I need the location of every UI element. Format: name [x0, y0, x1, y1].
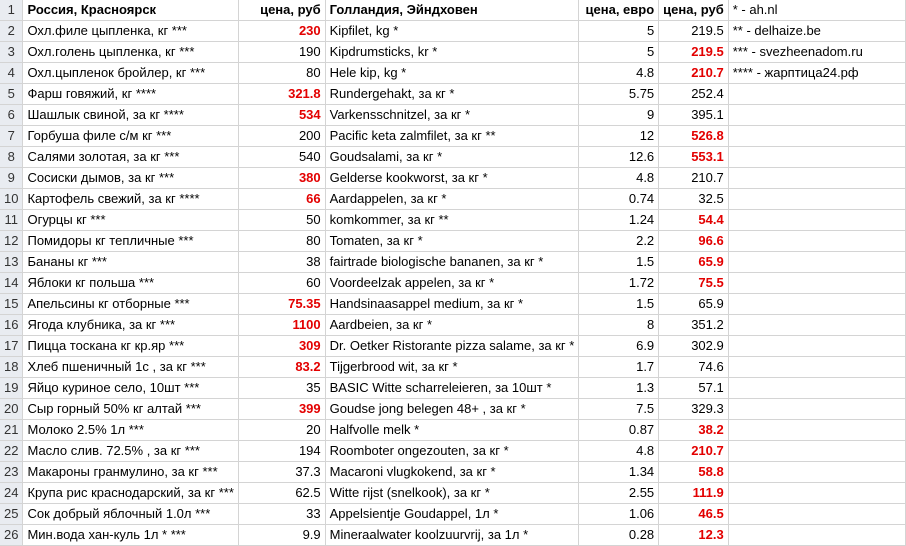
cell-ru-price[interactable]: 62.5 [238, 483, 325, 504]
cell-eur-price[interactable]: 2.2 [579, 231, 659, 252]
cell-nl-rub-price[interactable]: 38.2 [659, 420, 729, 441]
cell-ru-item[interactable]: Салями золотая, за кг *** [23, 147, 238, 168]
cell-nl-rub-price[interactable]: 210.7 [659, 441, 729, 462]
row-number[interactable]: 23 [0, 462, 23, 483]
cell-source-note[interactable]: **** - жарптица24.рф [728, 63, 905, 84]
cell-nl-item[interactable]: Tomaten, за кг * [325, 231, 579, 252]
cell-ru-price[interactable]: 540 [238, 147, 325, 168]
cell-ru-item[interactable]: Горбуша филе с/м кг *** [23, 126, 238, 147]
table-row [0, 210, 906, 231]
cell-nl-item[interactable]: Rundergehakt, за кг * [325, 84, 579, 105]
row-number[interactable]: 16 [0, 315, 23, 336]
row-number[interactable]: 1 [0, 0, 23, 21]
cell-nl-item[interactable]: Varkensschnitzel, за кг * [325, 105, 579, 126]
row-number[interactable]: 3 [0, 42, 23, 63]
cell-eur-price[interactable]: 0.87 [579, 420, 659, 441]
cell-nl-item[interactable]: Halfvolle melk * [325, 420, 579, 441]
cell-header-price-eur[interactable]: цена, евро [579, 0, 659, 21]
row-number[interactable]: 4 [0, 63, 23, 84]
cell-eur-price[interactable]: 1.7 [579, 357, 659, 378]
cell-nl-rub-price[interactable]: 75.5 [659, 273, 729, 294]
cell-nl-rub-price[interactable]: 219.5 [659, 21, 729, 42]
cell-ru-price[interactable]: 534 [238, 105, 325, 126]
cell-nl-item[interactable]: Dr. Oetker Ristorante pizza salame, за кг * [325, 336, 579, 357]
cell-eur-price[interactable]: 0.74 [579, 189, 659, 210]
cell-source-note[interactable] [728, 357, 905, 378]
row-number[interactable]: 2 [0, 21, 23, 42]
cell-source-note[interactable] [728, 105, 905, 126]
cell-ru-price[interactable]: 200 [238, 126, 325, 147]
cell-ru-item[interactable]: Мин.вода хан-куль 1л * *** [23, 525, 238, 546]
cell-source-note[interactable] [728, 273, 905, 294]
row-number[interactable]: 9 [0, 168, 23, 189]
cell-source-note[interactable] [728, 84, 905, 105]
table-row [0, 504, 906, 525]
cell-nl-item[interactable]: Aardbeien, за кг * [325, 315, 579, 336]
cell-ru-item[interactable]: Апельсины кг отборные *** [23, 294, 238, 315]
cell-nl-item[interactable]: Mineraalwater koolzuurvrij, за 1л * [325, 525, 579, 546]
cell-eur-price[interactable]: 1.5 [579, 294, 659, 315]
cell-nl-rub-price[interactable]: 553.1 [659, 147, 729, 168]
table-row [0, 420, 906, 441]
cell-eur-price[interactable]: 12 [579, 126, 659, 147]
table-row [0, 483, 906, 504]
cell-ru-price[interactable]: 33 [238, 504, 325, 525]
cell-ru-item[interactable]: Охл.голень цыпленка, кг *** [23, 42, 238, 63]
cell-source-note[interactable]: * - ah.nl [728, 0, 905, 21]
row-number[interactable]: 10 [0, 189, 23, 210]
cell-ru-item[interactable]: Помидоры кг тепличные *** [23, 231, 238, 252]
cell-source-note[interactable] [728, 504, 905, 525]
cell-ru-item[interactable]: Крупа рис краснодарский, за кг *** [23, 483, 238, 504]
cell-eur-price[interactable]: 5 [579, 21, 659, 42]
cell-nl-item[interactable]: Appelsientje Goudappel, 1л * [325, 504, 579, 525]
cell-nl-rub-price[interactable]: 12.3 [659, 525, 729, 546]
cell-nl-item[interactable]: Hele kip, kg * [325, 63, 579, 84]
cell-ru-price[interactable]: 38 [238, 252, 325, 273]
cell-eur-price[interactable]: 1.24 [579, 210, 659, 231]
cell-ru-item[interactable]: Охл.цыпленок бройлер, кг *** [23, 63, 238, 84]
cell-nl-item[interactable]: Macaroni vlugkokend, за кг * [325, 462, 579, 483]
cell-ru-price[interactable]: 20 [238, 420, 325, 441]
cell-eur-price[interactable]: 12.6 [579, 147, 659, 168]
row-number[interactable]: 13 [0, 252, 23, 273]
cell-nl-rub-price[interactable]: 252.4 [659, 84, 729, 105]
row-number[interactable]: 5 [0, 84, 23, 105]
header-row [0, 0, 906, 21]
row-number[interactable]: 21 [0, 420, 23, 441]
cell-source-note[interactable]: *** - svezheenadom.ru [728, 42, 905, 63]
cell-nl-item[interactable]: Aardappelen, за кг * [325, 189, 579, 210]
cell-source-note[interactable] [728, 294, 905, 315]
cell-nl-rub-price[interactable]: 329.3 [659, 399, 729, 420]
cell-nl-item[interactable]: Tijgerbrood wit, за кг * [325, 357, 579, 378]
table-row [0, 357, 906, 378]
cell-source-note[interactable] [728, 168, 905, 189]
cell-eur-price[interactable]: 2.55 [579, 483, 659, 504]
row-number[interactable]: 22 [0, 441, 23, 462]
cell-nl-item[interactable]: Gelderse kookworst, за кг * [325, 168, 579, 189]
table-row [0, 42, 906, 63]
table-row [0, 84, 906, 105]
cell-eur-price[interactable]: 1.72 [579, 273, 659, 294]
cell-ru-item[interactable]: Сосиски дымов, за кг *** [23, 168, 238, 189]
cell-header-price-rub[interactable]: цена, руб [238, 0, 325, 21]
table-row [0, 231, 906, 252]
cell-nl-rub-price[interactable]: 210.7 [659, 168, 729, 189]
cell-ru-item[interactable]: Огурцы кг *** [23, 210, 238, 231]
cell-ru-price[interactable]: 50 [238, 210, 325, 231]
cell-nl-rub-price[interactable]: 96.6 [659, 231, 729, 252]
cell-ru-price[interactable]: 9.9 [238, 525, 325, 546]
cell-source-note[interactable]: ** - delhaize.be [728, 21, 905, 42]
cell-ru-item[interactable]: Яйцо куриное село, 10шт *** [23, 378, 238, 399]
cell-source-note[interactable] [728, 147, 905, 168]
cell-header-netherlands[interactable]: Голландия, Эйндховен [325, 0, 579, 21]
cell-eur-price[interactable]: 9 [579, 105, 659, 126]
row-number[interactable]: 14 [0, 273, 23, 294]
cell-ru-item[interactable]: Фарш говяжий, кг **** [23, 84, 238, 105]
cell-header-price-rub-nl[interactable]: цена, руб [659, 0, 729, 21]
row-number[interactable]: 7 [0, 126, 23, 147]
cell-nl-rub-price[interactable]: 351.2 [659, 315, 729, 336]
cell-eur-price[interactable]: 1.5 [579, 252, 659, 273]
cell-ru-price[interactable]: 37.3 [238, 462, 325, 483]
row-number[interactable]: 8 [0, 147, 23, 168]
cell-source-note[interactable] [728, 252, 905, 273]
cell-ru-price[interactable]: 80 [238, 63, 325, 84]
cell-eur-price[interactable]: 7.5 [579, 399, 659, 420]
cell-source-note[interactable] [728, 315, 905, 336]
cell-ru-price[interactable]: 230 [238, 21, 325, 42]
cell-source-note[interactable] [728, 525, 905, 546]
cell-ru-item[interactable]: Сок добрый яблочный 1.0л *** [23, 504, 238, 525]
table-row [0, 252, 906, 273]
cell-eur-price[interactable]: 8 [579, 315, 659, 336]
cell-eur-price[interactable]: 1.3 [579, 378, 659, 399]
cell-eur-price[interactable]: 1.34 [579, 462, 659, 483]
cell-source-note[interactable] [728, 462, 905, 483]
cell-source-note[interactable] [728, 399, 905, 420]
table-row [0, 105, 906, 126]
cell-eur-price[interactable]: 4.8 [579, 441, 659, 462]
row-number[interactable]: 11 [0, 210, 23, 231]
cell-eur-price[interactable]: 6.9 [579, 336, 659, 357]
cell-nl-rub-price[interactable]: 395.1 [659, 105, 729, 126]
cell-nl-rub-price[interactable]: 57.1 [659, 378, 729, 399]
cell-ru-item[interactable]: Картофель свежий, за кг **** [23, 189, 238, 210]
cell-nl-item[interactable]: Pacific keta zalmfilet, за кг ** [325, 126, 579, 147]
cell-nl-rub-price[interactable]: 111.9 [659, 483, 729, 504]
cell-nl-rub-price[interactable]: 210.7 [659, 63, 729, 84]
cell-ru-price[interactable]: 83.2 [238, 357, 325, 378]
cell-eur-price[interactable]: 5.75 [579, 84, 659, 105]
cell-ru-item[interactable]: Бананы кг *** [23, 252, 238, 273]
cell-ru-price[interactable]: 321.8 [238, 84, 325, 105]
row-number[interactable]: 18 [0, 357, 23, 378]
cell-nl-item[interactable]: fairtrade biologische bananen, за кг * [325, 252, 579, 273]
row-number[interactable]: 15 [0, 294, 23, 315]
row-number[interactable]: 6 [0, 105, 23, 126]
cell-ru-price[interactable]: 35 [238, 378, 325, 399]
table-row [0, 315, 906, 336]
row-number[interactable]: 25 [0, 504, 23, 525]
table-row [0, 63, 906, 84]
table-row [0, 21, 906, 42]
cell-ru-price[interactable]: 80 [238, 231, 325, 252]
cell-source-note[interactable] [728, 420, 905, 441]
cell-nl-item[interactable]: Kipfilet, kg * [325, 21, 579, 42]
cell-nl-rub-price[interactable]: 58.8 [659, 462, 729, 483]
cell-ru-item[interactable]: Охл.филе цыпленка, кг *** [23, 21, 238, 42]
table-row [0, 399, 906, 420]
cell-ru-price[interactable]: 309 [238, 336, 325, 357]
table-row [0, 168, 906, 189]
cell-nl-item[interactable]: komkommer, за кг ** [325, 210, 579, 231]
cell-nl-item[interactable]: Goudsalami, за кг * [325, 147, 579, 168]
row-number[interactable]: 19 [0, 378, 23, 399]
table-row [0, 378, 906, 399]
row-number[interactable]: 17 [0, 336, 23, 357]
cell-ru-item[interactable]: Масло слив. 72.5% , за кг *** [23, 441, 238, 462]
cell-ru-item[interactable]: Сыр горный 50% кг алтай *** [23, 399, 238, 420]
table-row [0, 336, 906, 357]
table-row [0, 525, 906, 546]
cell-source-note[interactable] [728, 378, 905, 399]
cell-nl-item[interactable]: Goudse jong belegen 48+ , за кг * [325, 399, 579, 420]
cell-eur-price[interactable]: 1.06 [579, 504, 659, 525]
cell-source-note[interactable] [728, 189, 905, 210]
cell-nl-rub-price[interactable]: 74.6 [659, 357, 729, 378]
cell-ru-price[interactable]: 194 [238, 441, 325, 462]
cell-ru-item[interactable]: Молоко 2.5% 1л *** [23, 420, 238, 441]
cell-ru-price[interactable]: 60 [238, 273, 325, 294]
cell-ru-price[interactable]: 380 [238, 168, 325, 189]
table-row [0, 147, 906, 168]
row-number[interactable]: 26 [0, 525, 23, 546]
cell-source-note[interactable] [728, 441, 905, 462]
table-row [0, 294, 906, 315]
table-row [0, 462, 906, 483]
cell-eur-price[interactable]: 5 [579, 42, 659, 63]
cell-nl-item[interactable]: Roomboter ongezouten, за кг * [325, 441, 579, 462]
table-row [0, 189, 906, 210]
cell-nl-item[interactable]: BASIC Witte scharreleieren, за 10шт * [325, 378, 579, 399]
cell-nl-item[interactable]: Voordeelzak appelen, за кг * [325, 273, 579, 294]
cell-nl-item[interactable]: Witte rijst (snelkook), за кг * [325, 483, 579, 504]
cell-eur-price[interactable]: 4.8 [579, 63, 659, 84]
cell-nl-rub-price[interactable]: 65.9 [659, 294, 729, 315]
cell-ru-item[interactable]: Ягода клубника, за кг *** [23, 315, 238, 336]
cell-nl-item[interactable]: Handsinaasappel medium, за кг * [325, 294, 579, 315]
cell-source-note[interactable] [728, 210, 905, 231]
cell-source-note[interactable] [728, 336, 905, 357]
table-row [0, 126, 906, 147]
cell-source-note[interactable] [728, 126, 905, 147]
cell-ru-item[interactable]: Хлеб пшеничный 1с , за кг *** [23, 357, 238, 378]
cell-ru-price[interactable]: 399 [238, 399, 325, 420]
cell-ru-item[interactable]: Шашлык свиной, за кг **** [23, 105, 238, 126]
cell-ru-price[interactable]: 75.35 [238, 294, 325, 315]
cell-eur-price[interactable]: 0.28 [579, 525, 659, 546]
cell-ru-item[interactable]: Макароны гранмулино, за кг *** [23, 462, 238, 483]
cell-ru-price[interactable]: 66 [238, 189, 325, 210]
cell-source-note[interactable] [728, 483, 905, 504]
cell-nl-rub-price[interactable]: 54.4 [659, 210, 729, 231]
row-number[interactable]: 20 [0, 399, 23, 420]
cell-source-note[interactable] [728, 231, 905, 252]
cell-ru-price[interactable]: 1100 [238, 315, 325, 336]
cell-nl-rub-price[interactable]: 65.9 [659, 252, 729, 273]
cell-nl-rub-price[interactable]: 46.5 [659, 504, 729, 525]
cell-nl-rub-price[interactable]: 302.9 [659, 336, 729, 357]
cell-nl-rub-price[interactable]: 526.8 [659, 126, 729, 147]
cell-nl-rub-price[interactable]: 219.5 [659, 42, 729, 63]
cell-eur-price[interactable]: 4.8 [579, 168, 659, 189]
cell-ru-item[interactable]: Пицца тоскана кг кр.яр *** [23, 336, 238, 357]
cell-header-russia[interactable]: Россия, Красноярск [23, 0, 238, 21]
row-number[interactable]: 24 [0, 483, 23, 504]
cell-nl-rub-price[interactable]: 32.5 [659, 189, 729, 210]
table-row [0, 441, 906, 462]
cell-ru-item[interactable]: Яблоки кг польша *** [23, 273, 238, 294]
cell-ru-price[interactable]: 190 [238, 42, 325, 63]
cell-nl-item[interactable]: Kipdrumsticks, kr * [325, 42, 579, 63]
row-number[interactable]: 12 [0, 231, 23, 252]
table-row [0, 273, 906, 294]
